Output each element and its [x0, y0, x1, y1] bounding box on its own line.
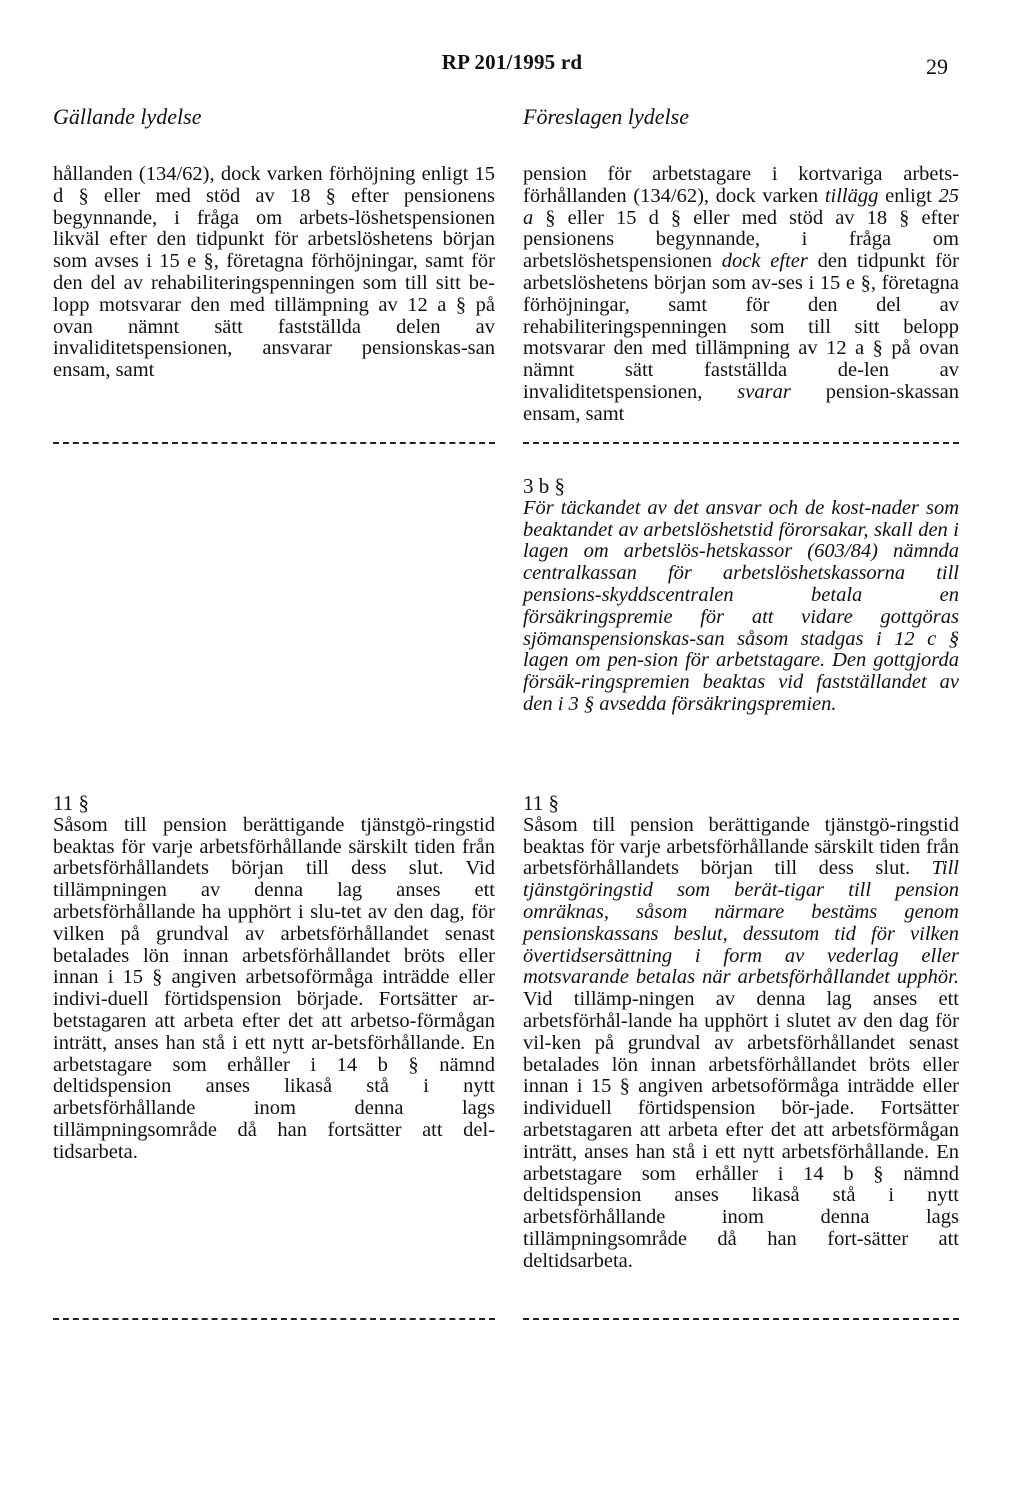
- right-column-heading: Föreslagen lydelse: [523, 104, 689, 129]
- left-separator-2: [53, 1318, 495, 1320]
- right-section-3b-text: För täckandet av det ansvar och de kost-nader som beaktandet av arbetslöshetstid förorsakar, skall den i lagen om arbetslös-hetskassor (603/84) nämnda centralkassan för arbetslöshetskassorna till pensions-skyddscentralen betala en försäkringspremie för att vidare gottgöras sjömanspensionskas-san såsom stadgas i 12 c § lagen om pen-sion för arbetstagare. Den gottgjorda försäk-ringspremien beaktas vid fastställandet av den i 3 § avsedda försäkringspremien.: [523, 496, 959, 715]
- left-paragraph-1-text: hållanden (134/62), dock varken förhöjning enligt 15 d § eller med stöd av 18 § efter pensionens begynnande, i fråga om arbets-löshetspensionen likväl efter den tidpunkt för arbetslöshetens början som avses i 15 e §, företagna förhöjningar, samt för den del av rehabiliteringspenningen som till sitt be-lopp motsvarar den med tillämpning av 12 a § på ovan nämnt sätt fastställda delen av invaliditetspensionen, ansvarar pensionskas-san ensam, samt: [53, 163, 495, 382]
- page-number: 29: [926, 54, 948, 79]
- right-section-11-heading: 11 §: [523, 791, 559, 815]
- document-header-title: RP 201/1995 rd: [441, 50, 583, 74]
- right-separator-2: [523, 1318, 959, 1320]
- left-paragraph-1: [53, 164, 495, 382]
- right-separator-1: [523, 442, 959, 444]
- right-section-11-text: Såsom till pension berättigande tjänstgö-ringstid beaktas för varje arbetsförhållande särskilt tiden från arbetsförhållandets början till dess slut. Till tjänstgöringstid som berät-tigar till pension omräknas, såsom närmare bestäms genom pensionskassans beslut, dessutom tid för vilken övertidsersättning i form av vederlag eller motsvarande betalas när arbetsförhållandet upphör. Vid tillämp-ningen av denna lag anses ett arbetsförhål-lande ha upphört i slutet av den dag för vil-ken på grundval av arbetsförhållandet senast betalades lön innan arbetsförhållandet bröts eller innan i 15 § angiven arbetsoförmåga inträdde eller individuell förtidspension bör-jade. Fortsätter arbetstagaren att arbeta efter det att arbetsförmågan inträtt, anses han stå i ett nytt arbetsförhållande. En arbetstagare som erhåller i 14 b § nämnd deltidspension anses likaså stå i nytt arbetsförhållande inom denna lags tillämpningsområde då han fort-sätter att deltidsarbeta.: [523, 813, 959, 1272]
- left-separator-1: [53, 442, 495, 444]
- right-section-3b: [523, 476, 959, 716]
- right-paragraph-1-text: pension för arbetstagare i kortvariga arbets-förhållanden (134/62), dock varken tillägg enligt 25 a § eller 15 d § eller med stöd av 18 § efter pensionens begynnande, i fråga om arbetslöshetspensionen dock efter den tidpunkt för arbetslöshetens början som av-ses i 15 e §, företagna förhöjningar, samt för den del av rehabiliteringspenningen som till sitt belopp motsvarar den med tillämpning av 12 a § på ovan nämnt sätt fastställda de-len av invaliditetspensionen, svarar pension-skassan ensam, samt: [523, 163, 960, 425]
- left-section-11: [53, 793, 495, 1164]
- right-paragraph-1: [523, 164, 959, 426]
- left-column-heading: Gällande lydelse: [53, 104, 202, 129]
- right-section-3b-heading: 3 b §: [523, 474, 565, 498]
- left-section-11-text: Såsom till pension berättigande tjänstgö-ringstid beaktas för varje arbetsförhållande särskilt tiden från arbetsförhållandets början till dess slut. Vid tillämpningen av denna lag anses ett arbetsförhållande ha upphört i slu-tet av den dag, för vilken på grundval av arbetsförhållandet senast betalades lön innan arbetsförhållandet bröts eller innan i 15 § angiven arbetsoförmåga inträdde eller indivi-duell förtidspension började. Fortsätter ar-betstagaren att arbeta efter det att arbetso-förmågan inträtt, anses han stå i ett nytt ar-betsförhållande. En arbetstagare som erhåller i 14 b § nämnd deltidspension anses likaså stå i nytt arbetsförhållande inom denna lags tillämpningsområde då han fortsätter att del-tidsarbeta.: [53, 813, 495, 1163]
- left-section-11-heading: 11 §: [53, 791, 89, 815]
- right-section-11: [523, 793, 959, 1273]
